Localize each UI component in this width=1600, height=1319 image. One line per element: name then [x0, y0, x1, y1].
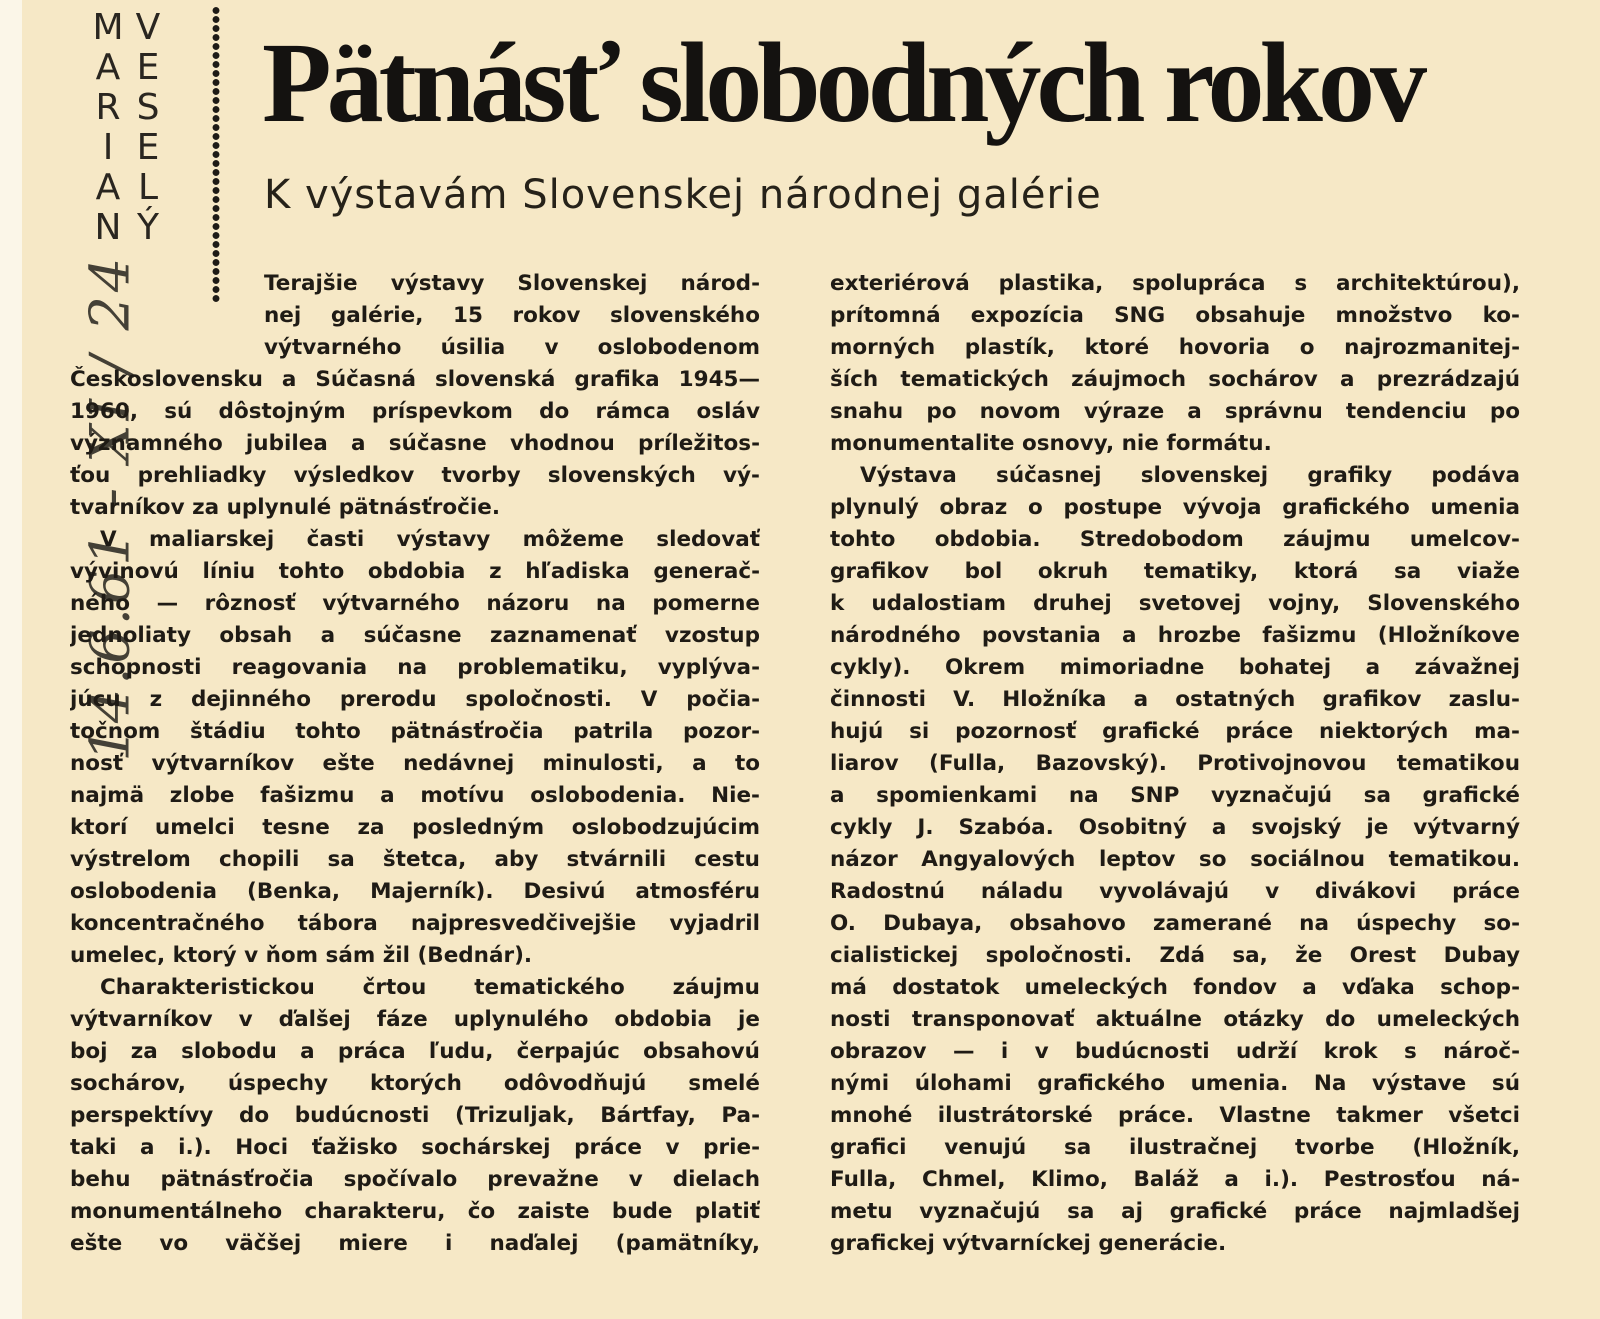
text-line: exteriérová plastika, spolupráca s architektúrou), [830, 271, 1520, 296]
text-line: Charakteristickou črtou tematického záujmu [100, 975, 760, 1000]
text-line: boj za slobodu a práca ľudu, čerpajúc obsahovú [70, 1039, 760, 1064]
text-line: činnosti V. Hložníka a ostatných grafikov zaslu- [830, 687, 1520, 712]
text-line: Výstava súčasnej slovenskej grafiky podáva [860, 463, 1520, 488]
text-line: morných plastík, ktoré hovoria o najrozmanitej- [830, 335, 1520, 360]
headline: Pätnásť slobodných rokov [262, 19, 1422, 146]
text-line: prítomná expozícia SNG obsahuje množstvo ko- [830, 303, 1520, 328]
text-line: ších tematických záujmoch sochárov a prezrádzajú [830, 367, 1520, 392]
text-line: k udalostiam druhej svetovej vojny, Slovenského [830, 591, 1520, 616]
text-line: perspektívy do budúcnosti (Trizuljak, Bártfay, Pa- [70, 1103, 760, 1128]
author-last-name: V E S E L Ý [135, 7, 161, 248]
text-line: plynulý obraz o postupe vývoja grafického umenia [830, 495, 1520, 520]
text-line: Československu a Súčasná slovenská grafika 1945— [70, 367, 760, 392]
text-line: Radostnú náladu vyvolávajú v divákovi práce [830, 879, 1520, 904]
author-first-name: M A R I A N [92, 7, 124, 248]
text-line: ešte vo väčšej miere i naďalej (pamätníky, [70, 1231, 760, 1256]
text-line: nými úlohami grafického umenia. Na výstave sú [830, 1071, 1520, 1096]
text-line: liarov (Fulla, Bazovský). Protivojnovou tematikou [830, 751, 1520, 776]
text-line: Terajšie výstavy Slovenskej národ- [264, 271, 760, 296]
subtitle: K výstavám Slovenskej národnej galérie [264, 172, 1102, 218]
text-line: jednoliaty obsah a súčasne zaznamenať vzostup [70, 623, 760, 648]
text-line: a spomienkami na SNP vyznačujú sa grafické [830, 783, 1520, 808]
text-line: významného jubilea a súčasne vhodnou príležitos- [70, 431, 760, 456]
text-line: mnohé ilustrátorské práce. Vlastne takmer všetci [830, 1103, 1520, 1128]
left-column-text [70, 364, 760, 1260]
text-line: nej galérie, 15 rokov slovenského [264, 303, 760, 328]
text-line: behu pätnásťročia spočívalo prevažne v dielach [70, 1167, 760, 1192]
text-line: grafici venujú sa ilustračnej tvorbe (Hložník, [830, 1135, 1520, 1160]
text-line: cykly). Okrem mimoriadne bohatej a závažnej [830, 655, 1520, 680]
text-line: Fulla, Chmel, Klimo, Baláž a i.). Pestrosťou ná- [830, 1167, 1520, 1192]
text-line: grafikov bol okruh tematiky, ktorá sa viaže [830, 559, 1520, 584]
dotted-divider [210, 6, 222, 302]
text-line: výstrelom chopili sa štetca, aby stvárnili cestu [70, 847, 760, 872]
handwritten-date-note: 14.6.61 - XI / 24 [78, 253, 142, 762]
text-line: monumentálneho charakteru, čo zaiste bude platiť [70, 1199, 760, 1224]
torn-edge [0, 0, 22, 1319]
text-line: tohto obdobia. Stredobodom záujmu umelcov- [830, 527, 1520, 552]
text-line: výtvarného úsilia v oslobodenom [264, 335, 760, 360]
text-line: výtvarníkov v ďalšej fáze uplynulého obdobia je [70, 1007, 760, 1032]
text-line: hujú si pozornosť grafické práce niektorých ma- [830, 719, 1520, 744]
left-column-top-text [264, 268, 760, 364]
text-line: V maliarskej časti výstavy môžeme sledovať [100, 527, 760, 552]
text-line: metu vyznačujú sa aj grafické práce najmladšej [830, 1199, 1520, 1224]
text-line: cykly J. Szabóa. Osobitný a svojský je výtvarný [830, 815, 1520, 840]
text-line: ktorí umelci tesne za posledným oslobodzujúcim [70, 815, 760, 840]
text-line: júcu z dejinného prerodu spoločnosti. V počia- [70, 687, 760, 712]
text-line: točnom štádiu tohto pätnásťročia patrila pozor- [70, 719, 760, 744]
text-line: cialistickej spoločnosti. Zdá sa, že Orest Dubay [830, 943, 1520, 968]
text-line: nosť výtvarníkov ešte nedávnej minulosti, a to [70, 751, 760, 776]
text-line: najmä zlobe fašizmu a motívu oslobodenia. Nie- [70, 783, 760, 808]
text-line: koncentračného tábora najpresvedčivejšie vyjadril [70, 911, 760, 936]
text-line: oslobodenia (Benka, Majerník). Desivú atmosféru [70, 879, 760, 904]
text-line: obrazov — i v budúcnosti udrží krok s nároč- [830, 1039, 1520, 1064]
text-line: národného povstania a hrozbe fašizmu (Hložníkove [830, 623, 1520, 648]
text-line: tvarníkov za uplynulé pätnásťročie. [70, 495, 501, 520]
text-line: vývinovú líniu tohto obdobia z hľadiska generač- [70, 559, 760, 584]
text-line: ného — rôznosť výtvarného názoru na pomerne [70, 591, 760, 616]
text-line: grafickej výtvarníckej generácie. [830, 1231, 1227, 1256]
right-column-text [830, 268, 1520, 1260]
text-line: má dostatok umeleckých fondov a vďaka schop- [830, 975, 1520, 1000]
text-line: ťou prehliadky výsledkov tvorby slovenských vý- [70, 463, 760, 488]
text-line: umelec, ktorý v ňom sám žil (Bednár). [70, 943, 533, 968]
text-line: názor Angyalových leptov so sociálnou tematikou. [830, 847, 1520, 872]
text-line: schopnosti reagovania na problematiku, vyplýva- [70, 655, 760, 680]
text-line: O. Dubaya, obsahovo zamerané na úspechy so- [830, 911, 1520, 936]
text-line: snahu po novom výraze a správnu tendenciu po [830, 399, 1520, 424]
text-line: nosti transponovať aktuálne otázky do umeleckých [830, 1007, 1520, 1032]
text-line: monumentalite osnovy, nie formátu. [830, 431, 1272, 456]
text-line: 1960, sú dôstojným príspevkom do rámca osláv [70, 399, 760, 424]
text-line: taki a i.). Hoci ťažisko sochárskej práce v prie- [70, 1135, 760, 1160]
text-line: sochárov, úspechy ktorých odôvodňujú smelé [70, 1071, 760, 1096]
